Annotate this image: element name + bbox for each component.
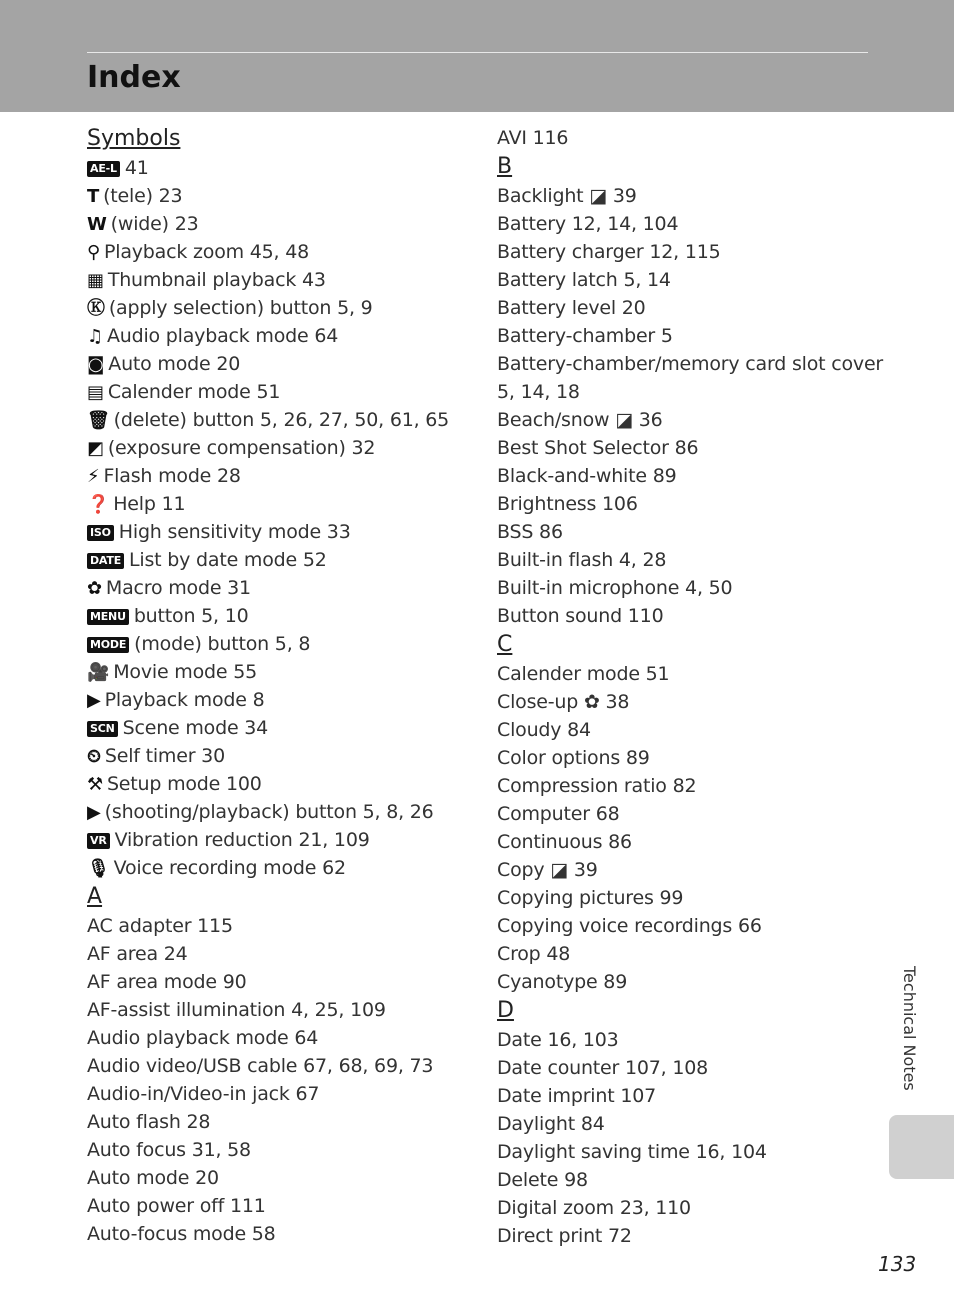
symbol-icon: 🎥 — [87, 662, 110, 683]
index-entry-c: Color options 89 — [497, 747, 650, 769]
symbol-icon: SCN — [87, 721, 118, 737]
symbol-icon: ▤ — [87, 382, 104, 403]
entry-text: High sensitivity mode 33 — [118, 521, 351, 543]
index-entry-a: Auto flash 28 — [87, 1111, 211, 1133]
symbol-icon: ⚲ — [87, 242, 100, 263]
index-entry-b: Beach/snow ◪ 36 — [497, 409, 663, 431]
symbol-icon: 🗑 — [87, 410, 110, 431]
index-entry-symbol — [87, 210, 487, 238]
index-entry-c: Close-up ✿ 38 — [497, 691, 630, 713]
index-entry-d: Date 16, 103 — [497, 1029, 619, 1051]
entry-text: Playback zoom 45, 48 — [103, 241, 310, 263]
index-entry-symbol — [87, 854, 487, 882]
index-entry-b: Best Shot Selector 86 — [497, 437, 699, 459]
symbol-icon: ⚒ — [87, 774, 103, 795]
index-entry-symbol — [87, 182, 487, 210]
index-entry-c: Continuous 86 — [497, 831, 632, 853]
section-heading-d: D — [497, 998, 514, 1023]
section-heading-symbols: Symbols — [87, 126, 181, 151]
index-entry-symbol — [87, 490, 487, 518]
index-entry-symbol — [87, 322, 487, 350]
index-entry-symbol — [87, 742, 487, 770]
index-entry-a: AF-assist illumination 4, 25, 109 — [87, 999, 386, 1021]
index-entry-b: Battery-chamber/memory card slot cover — [497, 353, 884, 375]
index-entry-d: Delete 98 — [497, 1169, 588, 1191]
entry-text: Flash mode 28 — [103, 465, 241, 487]
entry-text: Scene mode 34 — [122, 717, 269, 739]
index-entry-a: AF area 24 — [87, 943, 188, 965]
entry-text: Voice recording mode 62 — [113, 857, 346, 879]
section-heading-c: C — [497, 632, 513, 657]
symbol-icon: DATE — [87, 553, 124, 569]
entry-text: (exposure compensation) 32 — [107, 437, 376, 459]
index-entry-c: Copying voice recordings 66 — [497, 915, 762, 937]
entry-text: List by date mode 52 — [129, 549, 327, 571]
symbol-icon: ⚡ — [87, 466, 100, 487]
symbol-icon: ◙ — [87, 354, 105, 375]
page-title: Index — [87, 60, 181, 95]
index-entry-symbol — [87, 826, 487, 854]
index-entry-d: Daylight 84 — [497, 1113, 605, 1135]
index-entry-b: 5, 14, 18 — [497, 381, 580, 403]
index-entry-symbol — [87, 630, 487, 658]
index-entry-a: Auto focus 31, 58 — [87, 1139, 251, 1161]
index-entry-symbol — [87, 686, 487, 714]
index-entry-b: Battery 12, 14, 104 — [497, 213, 679, 235]
index-entry-symbol — [87, 574, 487, 602]
index-entry-b: Black-and-white 89 — [497, 465, 677, 487]
entry-text: Audio playback mode 64 — [106, 325, 339, 347]
section-heading-a: A — [87, 884, 103, 909]
index-entry-symbol — [87, 518, 487, 546]
index-column-right — [497, 124, 884, 1250]
index-entry-a: AC adapter 115 — [87, 915, 233, 937]
index-entry-a: Audio playback mode 64 — [87, 1027, 319, 1049]
index-entry-symbol — [87, 266, 487, 294]
index-entry-d: Date counter 107, 108 — [497, 1057, 709, 1079]
index-entry-c: Crop 48 — [497, 943, 571, 965]
index-entry-b: BSS 86 — [497, 521, 563, 543]
symbol-icon: ◩ — [87, 438, 104, 459]
header-rule — [87, 52, 868, 53]
index-entry-b: Backlight ◪ 39 — [497, 185, 637, 207]
index-entry-b: Battery-chamber 5 — [497, 325, 673, 347]
index-entry-c: Calender mode 51 — [497, 663, 670, 685]
index-entry-b: Battery level 20 — [497, 297, 646, 319]
b-entries-list — [497, 182, 884, 630]
index-entry-symbol — [87, 378, 487, 406]
symbol-icon: T — [87, 186, 100, 207]
index-entry-a: Audio video/USB cable 67, 68, 69, 73 — [87, 1055, 434, 1077]
index-entry-a: Auto power off 111 — [87, 1195, 266, 1217]
index-entry-symbol — [87, 658, 487, 686]
index-column-left — [87, 124, 487, 1248]
entry-text: Self timer 30 — [104, 745, 225, 767]
index-entry-symbol — [87, 154, 487, 182]
index-entry-b: Brightness 106 — [497, 493, 638, 515]
symbol-icon: MENU — [87, 609, 129, 625]
index-entry-symbol — [87, 714, 487, 742]
c-entries-list — [497, 660, 877, 996]
entry-text: Calender mode 51 — [107, 381, 281, 403]
symbol-icon: W — [87, 214, 107, 235]
entry-text: (tele) 23 — [103, 185, 183, 207]
index-entry-symbol — [87, 546, 487, 574]
entry-text: Macro mode 31 — [105, 577, 251, 599]
entry-text: Auto mode 20 — [108, 353, 241, 375]
entry-text: Help 11 — [113, 493, 186, 515]
symbol-icon: MODE — [87, 637, 129, 653]
index-entry-a: AF area mode 90 — [87, 971, 247, 993]
index-entry-b: Built-in flash 4, 28 — [497, 549, 667, 571]
index-entry-symbol — [87, 238, 487, 266]
index-entry-symbol — [87, 770, 487, 798]
entry-text: Movie mode 55 — [113, 661, 257, 683]
symbol-icon: AE-L — [87, 161, 120, 177]
index-entry-c: Cyanotype 89 — [497, 971, 628, 993]
entry-text: (delete) button 5, 26, 27, 50, 61, 65 — [113, 409, 450, 431]
entry-text: (wide) 23 — [110, 213, 199, 235]
symbol-icon: ⏲ — [87, 746, 101, 767]
index-entry-symbol — [87, 462, 487, 490]
index-entry-d: Daylight saving time 16, 104 — [497, 1141, 767, 1163]
index-entry-symbol — [87, 434, 487, 462]
index-entry-d: Direct print 72 — [497, 1225, 632, 1247]
symbol-icon: VR — [87, 833, 110, 849]
section-heading-b: B — [497, 154, 513, 179]
index-entry-symbol — [87, 798, 487, 826]
a-entries-list — [87, 912, 487, 1248]
index-entry-c: Copy ◪ 39 — [497, 859, 598, 881]
index-entry-d: Date imprint 107 — [497, 1085, 656, 1107]
entry-text: (shooting/playback) button 5, 8, 26 — [104, 801, 434, 823]
page-number: 133 — [878, 1252, 917, 1276]
sidebar-label-text: Technical Notes — [900, 966, 919, 1091]
entry-text: button 5, 10 — [133, 605, 249, 627]
symbols-list — [87, 154, 487, 882]
symbol-icon: ✿ — [87, 578, 102, 599]
symbol-icon: ▦ — [87, 270, 104, 291]
symbol-icon: ▶ — [87, 690, 101, 711]
index-entry-d: Digital zoom 23, 110 — [497, 1197, 691, 1219]
entry-text: Thumbnail playback 43 — [107, 269, 326, 291]
entry-text: Vibration reduction 21, 109 — [114, 829, 370, 851]
symbol-icon: ❓ — [87, 494, 110, 515]
index-entry-symbol — [87, 350, 487, 378]
entry-text: (mode) button 5, 8 — [134, 633, 311, 655]
index-entry-symbol — [87, 294, 487, 322]
entry-text: 41 — [124, 157, 149, 179]
symbol-icon: Ⓚ — [87, 298, 105, 319]
index-entry-a: Auto mode 20 — [87, 1167, 219, 1189]
index-entry-symbol — [87, 602, 487, 630]
index-entry-a: Auto-focus mode 58 — [87, 1223, 276, 1245]
index-entry-b: Button sound 110 — [497, 605, 664, 627]
index-entry-c: Copying pictures 99 — [497, 887, 684, 909]
entry-text: Setup mode 100 — [106, 773, 262, 795]
index-entry-b: Built-in microphone 4, 50 — [497, 577, 733, 599]
index-entry-c: Computer 68 — [497, 803, 620, 825]
section-tab — [889, 1115, 954, 1179]
symbol-icon: ♫ — [87, 326, 103, 347]
sidebar-section-label — [895, 966, 925, 1106]
index-entry-b: Battery charger 12, 115 — [497, 241, 721, 263]
symbol-icon: ISO — [87, 525, 114, 541]
entry-text: (apply selection) button 5, 9 — [108, 297, 373, 319]
entry-text: Playback mode 8 — [104, 689, 265, 711]
symbol-icon: 🎙 — [87, 858, 110, 879]
d-entries-list — [497, 1026, 877, 1250]
index-entry-b: Battery latch 5, 14 — [497, 269, 671, 291]
index-entry-c: Cloudy 84 — [497, 719, 591, 741]
index-entry-c: Compression ratio 82 — [497, 775, 697, 797]
index-entry-a: Audio-in/Video-in jack 67 — [87, 1083, 320, 1105]
symbol-icon: ▶ — [87, 802, 101, 823]
page-header — [0, 0, 954, 112]
index-entry-avi: AVI 116 — [497, 127, 569, 149]
index-entry-symbol — [87, 406, 487, 434]
